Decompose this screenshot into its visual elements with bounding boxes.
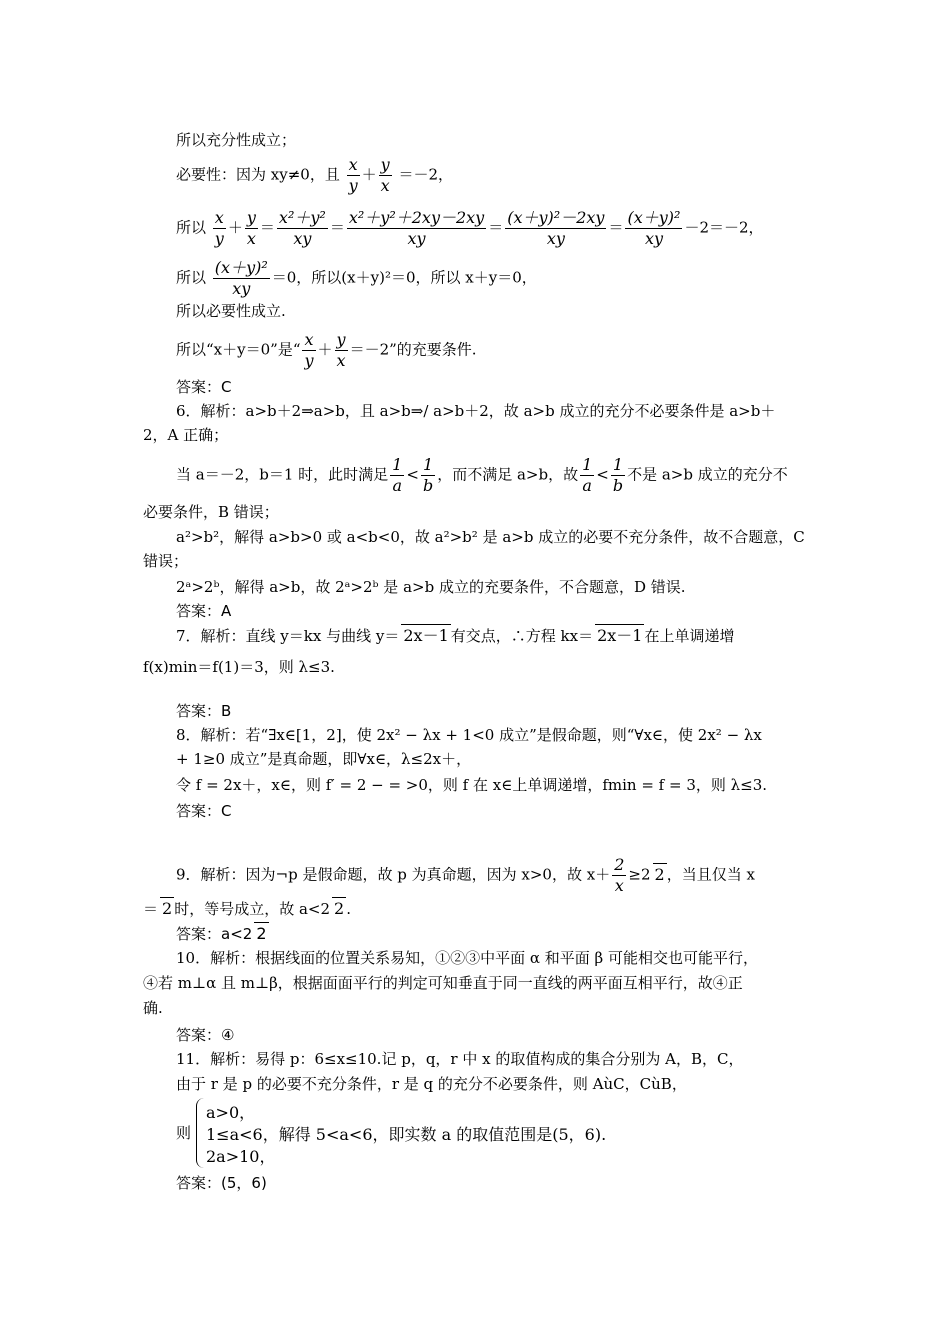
text: ，当且仅当 x (666, 865, 755, 884)
fraction (612, 855, 626, 896)
text: ＝0，所以(x＋y)²＝0，所以 x＋y＝0， (271, 268, 537, 287)
line-derivation-2 (176, 258, 537, 299)
q11-line-3: 则 (176, 1124, 192, 1142)
numerator: x (302, 330, 315, 351)
denominator: xy (293, 229, 312, 248)
numerator: 1 (421, 455, 435, 476)
text: 当 a＝－2，b＝1 时，此时满足 (176, 465, 389, 484)
line-necessity-holds: 所以必要性成立. (176, 302, 286, 320)
text: ，而不满足 a>b，故 (437, 465, 579, 484)
numerator: x (213, 208, 226, 229)
text: －2＝－2， (684, 218, 764, 237)
denominator: xy (407, 229, 426, 248)
q8-line-3: 令 f = 2x＋，x∈，则 f′ = 2 − = >0，则 f 在 x∈上单调递增，fmin = f = 3，则 λ≤3. (176, 776, 768, 794)
denominator: x (336, 351, 346, 370)
denominator: x (246, 229, 256, 248)
q9-line-1 (176, 855, 755, 896)
denominator: b (612, 476, 624, 495)
q7-line-2: f(x)min＝f(1)＝3，则 λ≤3. (143, 658, 335, 676)
answer-11: 答案：(5，6) (176, 1174, 267, 1192)
answer-5: 答案：C (176, 378, 232, 396)
numerator: y (380, 155, 390, 174)
denominator: a (392, 476, 403, 495)
numerator: 1 (611, 455, 625, 476)
line-sufficiency: 所以充分性成立； (176, 131, 297, 149)
q11-line-1: 11．解析：易得 p：6≤x≤10.记 p，q，r 中 x 的取值构成的集合分别为 A，B，C， (176, 1050, 744, 1068)
system-eq-3: 2a>10， (206, 1147, 276, 1166)
fraction (580, 455, 594, 496)
denominator: y (304, 351, 314, 370)
line-necessity: 必要性：因为 xy≠0，且 $\frac{x}{y}$ ＋ $\frac{y}{x}$ ＝－2， (176, 155, 454, 195)
numerator: 1 (392, 455, 403, 474)
radical: 2 (654, 864, 665, 884)
answer-6: 答案：A (176, 602, 232, 620)
fraction (625, 208, 682, 249)
fraction (390, 455, 404, 496)
q10-line-3: 确. (143, 999, 163, 1017)
text: 9．解析：因为¬p 是假命题，故 p 为真命题，因为 x>0，故 x＋ (176, 865, 611, 884)
answer-8: 答案：C (176, 802, 232, 820)
text: 必要性：因为 xy≠0，且 (176, 165, 340, 184)
denominator: x (614, 876, 624, 895)
numerator: y (246, 208, 256, 227)
fraction (213, 258, 270, 299)
text: 所以 (176, 268, 207, 287)
system-eq-2: 1≤a<6，解得 5<a<6，即实数 a 的取值范围是(5，6). (206, 1125, 607, 1144)
text: 有交点，∴方程 kx＝ (450, 627, 594, 645)
answer-7: 答案：B (176, 702, 232, 720)
text: 时，等号成立，故 a<2 (174, 900, 331, 918)
denominator: b (422, 476, 434, 495)
numerator: x²＋y² (278, 208, 326, 227)
answer-9 (176, 922, 269, 945)
q10-line-1: 10．解析：根据线面的位置关系易知，①②③中平面 α 和平面 β 可能相交也可能平行， (176, 949, 758, 967)
text: ＝－2”的充要条件. (349, 340, 477, 359)
system-eq-1: a>0， (206, 1103, 256, 1122)
q6-line-5: a²>b²，解得 a>b>0 或 a<b<0，故 a²>b² 是 a>b 成立的必要不充分条件，故不合题意，C (176, 528, 805, 546)
text: 答案：a<2 (176, 925, 253, 943)
q8-line-2: + 1≥0 成立”是真命题，即∀x∈，λ≤2x＋， (176, 750, 472, 768)
text: 不是 a>b 成立的充分不 (627, 465, 788, 484)
q6-line-6: 错误； (143, 552, 189, 570)
text: ＝ (143, 900, 159, 918)
text: 7．解析：直线 y＝kx 与曲线 y＝ (176, 627, 400, 645)
fraction (347, 208, 486, 249)
line-conclusion: 所以“x＋y＝0”是“ $\frac{x}{y}$ ＋ $\frac{y}{x}$ ＝－2”的充要条件. (176, 330, 477, 370)
fraction (213, 208, 226, 249)
numerator: (x＋y)²－2xy (507, 208, 605, 227)
text: 所以“x＋y＝0”是“ (176, 340, 301, 359)
numerator: 1 (582, 455, 593, 474)
line-derivation: 所以 $\frac{x}{y}$ ＋ $\frac{y}{x}$ ＝ $\frac{\text{x²＋y²}}{xy}$ ＝ $\frac{\text{x²＋y²＋2xy－2xy}}{xy}$ ＝ $\frac{\text{(x＋y)²－2xy}}{xy}$ ＝ $\frac{\text{(x＋y)²}}{xy}$ －2＝－2， (176, 208, 764, 248)
denominator: xy (232, 279, 251, 298)
q9-line-2: ＝ 2 时，等号成立，故 a<2 2 . (143, 899, 351, 918)
q7-line-1 (176, 624, 734, 647)
fraction (347, 155, 360, 196)
q11-line-2: 由于 r 是 p 的必要不充分条件，r 是 q 的充分不必要条件，则 AùC，CùB， (176, 1075, 687, 1093)
text: ≥2 (628, 865, 651, 884)
fraction (611, 455, 625, 496)
text: 在上单调递增 (644, 627, 735, 645)
denominator: xy (546, 229, 565, 248)
text: 所以 (176, 218, 207, 237)
text: ＝－2， (398, 165, 454, 184)
numerator: (x＋y)² (627, 208, 681, 227)
q10-line-2: ④若 m⊥α 且 m⊥β，根据面面平行的判定可知垂直于同一直线的两平面互相平行，故④正 (143, 974, 743, 992)
radical: 2 (334, 899, 345, 918)
numerator: y (336, 330, 346, 349)
q6-line-3: 当 a＝－2，b＝1 时，此时满足 $\frac{1}{a}$ < $\frac{1}{b}$ ，而不满足 a>b，故 $\frac{1}{a}$ < $\frac{1}{b}$ 不是 a>b 成立的充分不 (176, 455, 788, 495)
fraction (335, 330, 348, 371)
fraction (505, 208, 606, 249)
numerator: x²＋y²＋2xy－2xy (348, 208, 485, 227)
denominator: x (380, 176, 390, 195)
fraction (302, 330, 315, 371)
denominator: y (348, 176, 358, 195)
answer-10: 答案：④ (176, 1026, 235, 1044)
numerator: (x＋y)² (214, 258, 268, 277)
numerator: 2 (614, 855, 625, 874)
q6-line-1: 6．解析：a>b＋2⇒a>b，且 a>b⇒/ a>b＋2，故 a>b 成立的充分不必要条件是 a>b＋ (176, 402, 776, 420)
radical: 2x－1 (403, 626, 449, 645)
q8-line-1: 8．解析：若“∃x∈[1，2]，使 2x² − λx + 1<0 成立”是假命题，则“∀x∈，使 2x² − λx (176, 726, 762, 744)
radical: 2 (162, 899, 173, 918)
fraction (379, 155, 392, 196)
denominator: y (214, 229, 224, 248)
denominator: xy (644, 229, 663, 248)
radical: 2x－1 (597, 626, 643, 645)
q6-line-2: 2，A 正确； (143, 426, 229, 444)
fraction (277, 208, 328, 249)
fraction (421, 455, 435, 496)
fraction (245, 208, 258, 249)
denominator: a (582, 476, 592, 495)
radical: 2 (256, 924, 267, 943)
q6-line-4: 必要条件，B 错误； (143, 503, 279, 521)
numerator: x (347, 155, 360, 176)
q6-line-7: 2ᵃ>2ᵇ，解得 a>b，故 2ᵃ>2ᵇ 是 a>b 成立的充要条件，不合题意，D 错误. (176, 578, 686, 596)
